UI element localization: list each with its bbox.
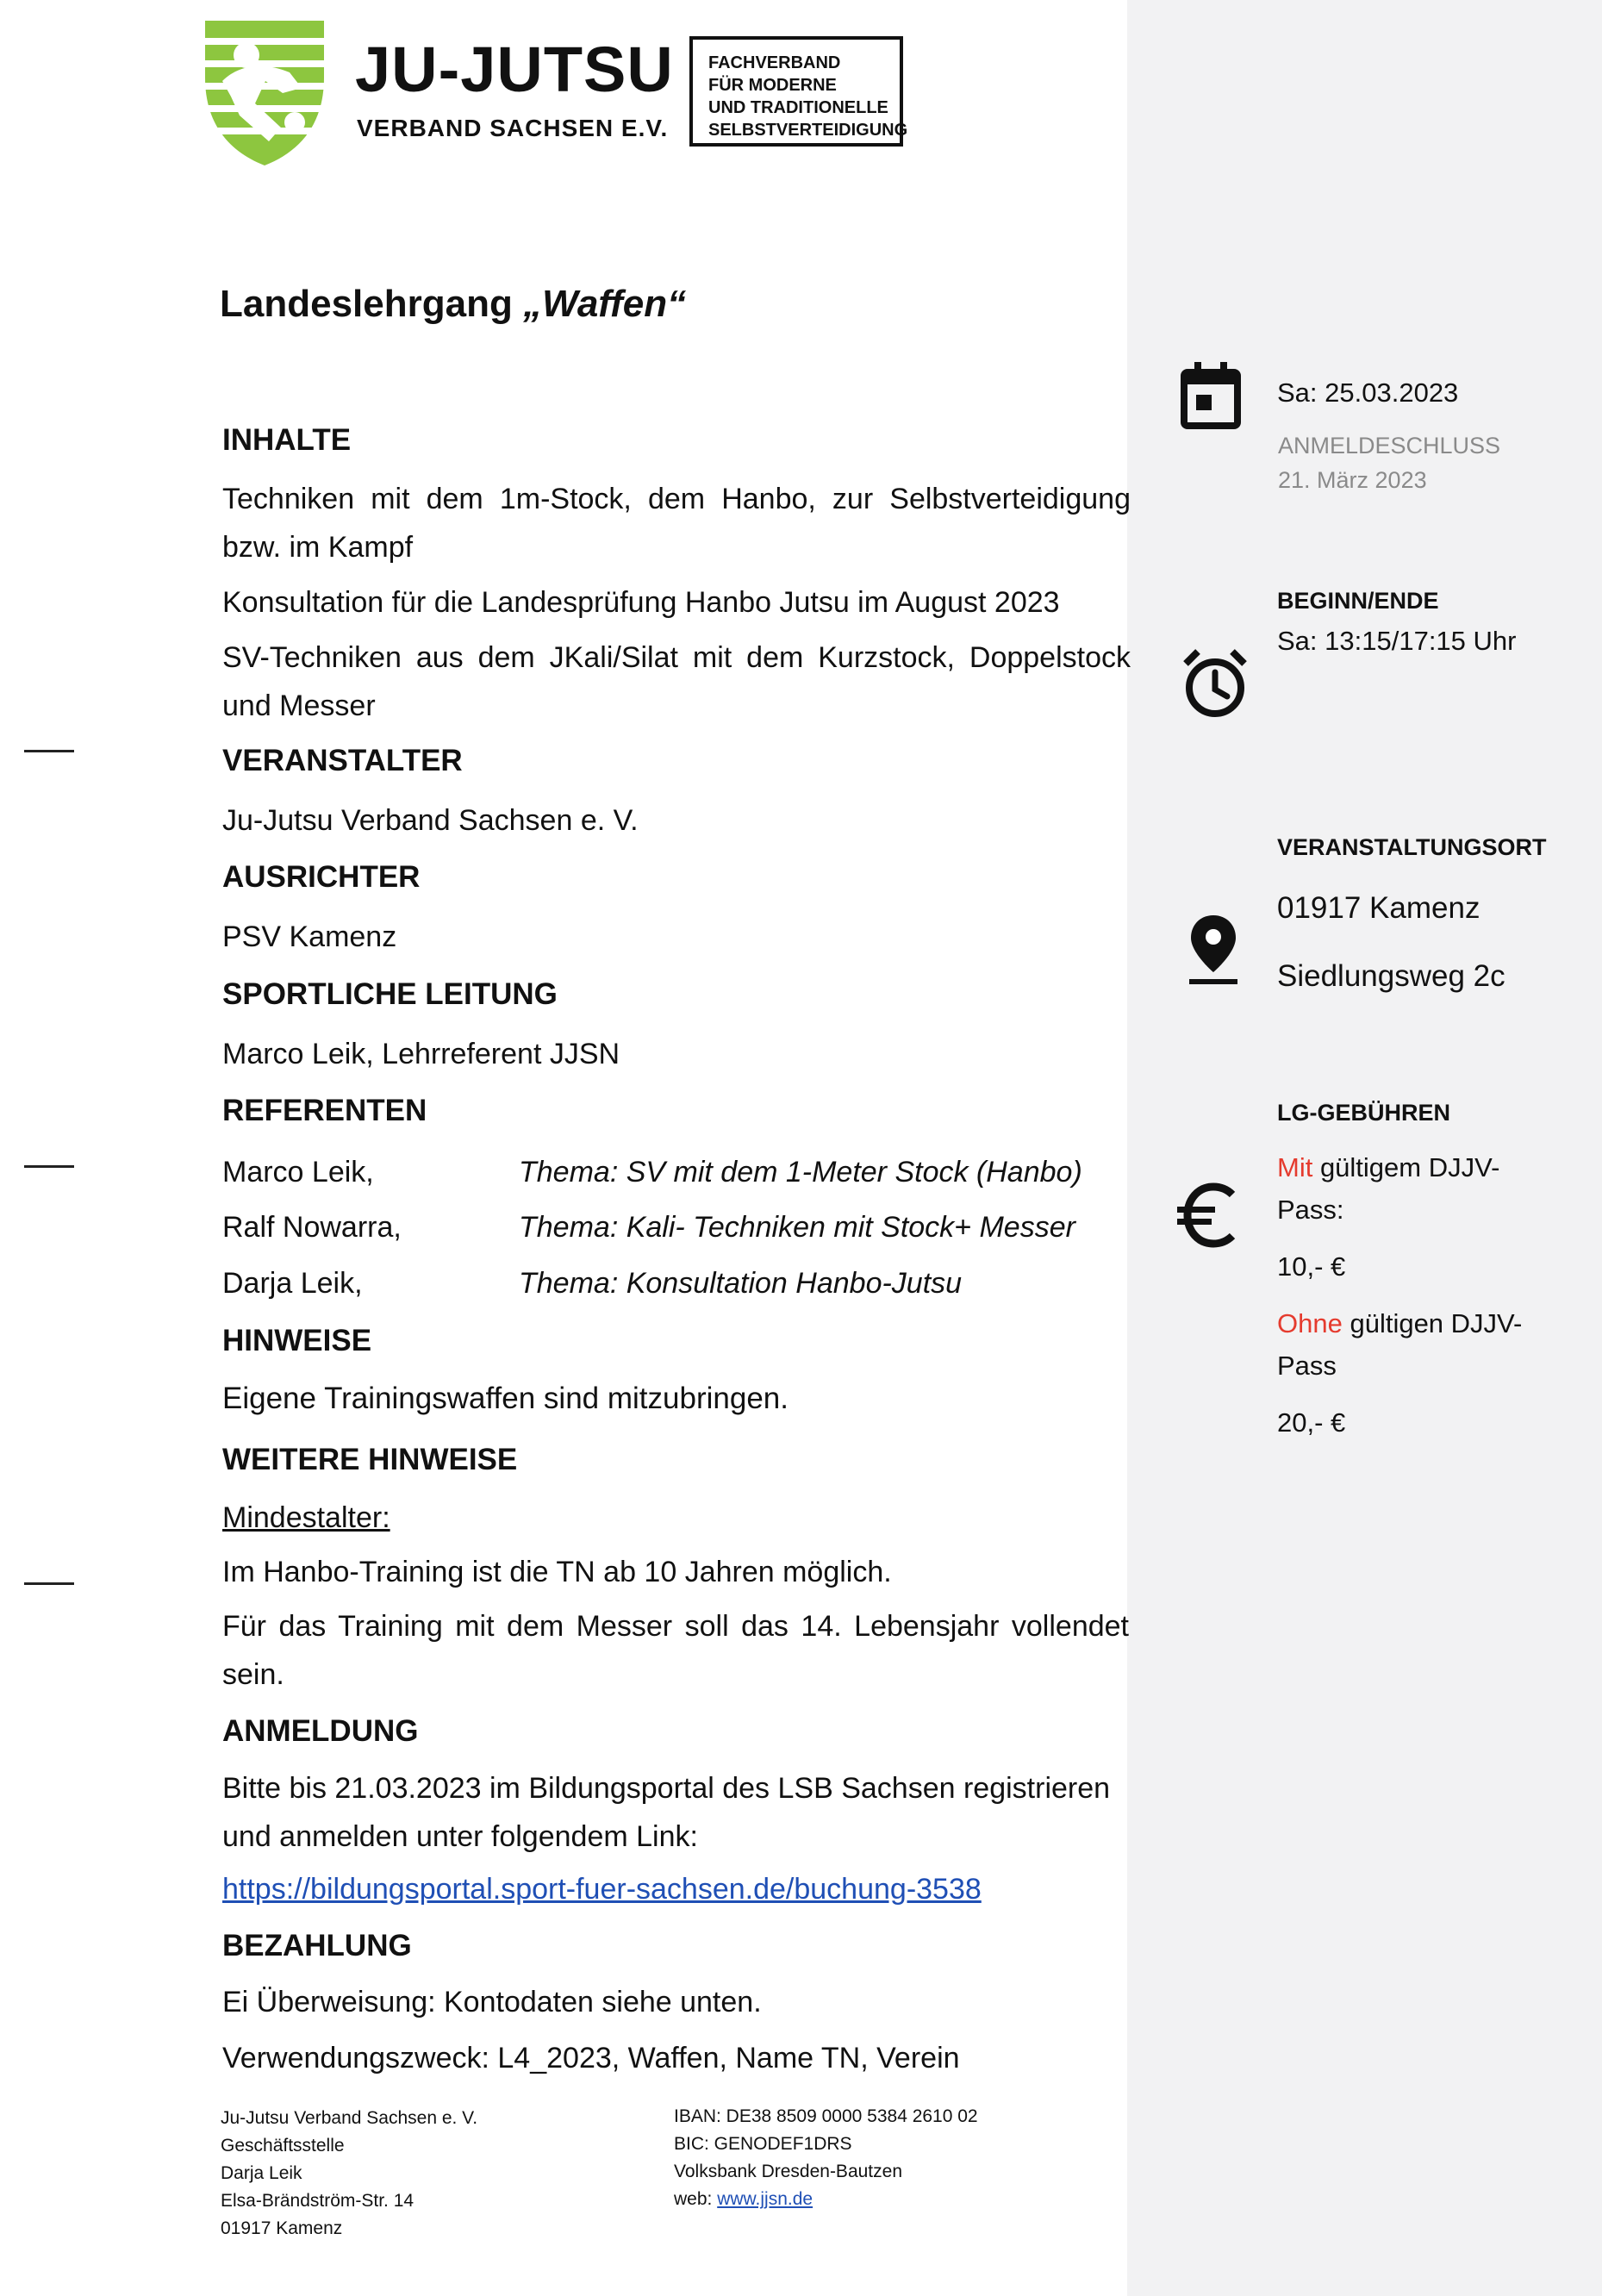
- referent-name: Darja Leik,: [222, 1267, 363, 1300]
- weitere-paragraph: Im Hanbo-Training ist die TN ab 10 Jahren möglich.: [222, 1556, 892, 1588]
- bezahlung-paragraph: Verwendungszweck: L4_2023, Waffen, Name TN, Verein: [222, 2042, 960, 2075]
- fee-with-label: Mit: [1277, 1152, 1313, 1182]
- section-heading-leitung: SPORTLICHE LEITUNG: [222, 977, 558, 1011]
- footer-line: 01917 Kamenz: [221, 2218, 343, 2238]
- fee-without-label: Ohne: [1277, 1308, 1343, 1338]
- registration-link[interactable]: [222, 1865, 982, 1913]
- footer-line: Volksbank Dresden-Bautzen: [674, 2162, 902, 2181]
- veranstalter-text: Ju-Jutsu Verband Sachsen e. V.: [222, 804, 639, 837]
- fee-without-amount: 20,- €: [1277, 1407, 1346, 1438]
- referent-topic: Thema: SV mit dem 1-Meter Stock (Hanbo): [519, 1156, 1082, 1189]
- fee-with-pass-line: [1277, 1152, 1499, 1183]
- euro-icon: [1175, 1182, 1241, 1248]
- section-heading-veranstalter: VERANSTALTER: [222, 744, 463, 777]
- hinweise-text: Eigene Trainingswaffen sind mitzubringen.: [222, 1382, 789, 1415]
- footer-line: Ju-Jutsu Verband Sachsen e. V.: [221, 2108, 478, 2128]
- footer-web-label: web:: [674, 2189, 718, 2209]
- footer-line: IBAN: DE38 8509 0000 5384 2610 02: [674, 2106, 978, 2126]
- registration-link-text[interactable]: https://bildungsportal.sport-fuer-sachsen.de/buchung-3538: [222, 1873, 982, 1906]
- footer-line: BIC: GENODEF1DRS: [674, 2134, 852, 2154]
- leitung-text: Marco Leik, Lehrreferent JJSN: [222, 1038, 620, 1070]
- margin-mark: [24, 1165, 74, 1168]
- inhalte-paragraph: Techniken mit dem 1m-Stock, dem Hanbo, zur Selbstverteidigung bzw. im Kampf: [222, 483, 1131, 564]
- time-label: BEGINN/ENDE: [1277, 588, 1439, 614]
- inhalte-paragraph: Konsultation für die Landesprüfung Hanbo Jutsu im August 2023: [222, 586, 1060, 619]
- referent-name: Marco Leik,: [222, 1156, 374, 1189]
- bezahlung-paragraph: Ei Überweisung: Kontodaten siehe unten.: [222, 1986, 762, 2018]
- fee-without-rest: gültigen DJJV-: [1342, 1308, 1523, 1338]
- section-heading-referenten: REFERENTEN: [222, 1094, 427, 1127]
- alarm-clock-icon: [1182, 648, 1248, 719]
- referent-topic: Thema: Kali- Techniken mit Stock+ Messer: [519, 1211, 1075, 1244]
- fach-line: SELBSTVERTEIDIGUNG: [708, 121, 908, 140]
- fee-with-pass-line2: Pass:: [1277, 1195, 1344, 1225]
- referent-topic: Thema: Konsultation Hanbo-Jutsu: [519, 1267, 963, 1300]
- fees-label: LG-GEBÜHREN: [1277, 1100, 1450, 1126]
- deadline-date: 21. März 2023: [1278, 467, 1427, 493]
- section-heading-bezahlung: BEZAHLUNG: [222, 1929, 412, 1962]
- event-date: Sa: 25.03.2023: [1277, 377, 1459, 408]
- page-title: [220, 283, 686, 326]
- calendar-icon: [1179, 362, 1243, 431]
- footer-bank: [674, 2103, 978, 2213]
- fee-with-amount: 10,- €: [1277, 1251, 1346, 1282]
- fach-line: FÜR MODERNE: [708, 76, 837, 95]
- logo-mark: [205, 21, 324, 165]
- location-street: Siedlungsweg 2c: [1277, 959, 1505, 993]
- inhalte-paragraph: SV-Techniken aus dem JKali/Silat mit dem Kurzstock, Doppelstock und Messer: [222, 641, 1131, 722]
- ausrichter-text: PSV Kamenz: [222, 920, 397, 953]
- fach-line: FACHVERBAND: [708, 53, 841, 72]
- sidebar-background: [1127, 0, 1602, 2296]
- margin-mark: [24, 1582, 74, 1585]
- location-label: VERANSTALTUNGSORT: [1277, 834, 1547, 860]
- section-heading-inhalte: INHALTE: [222, 423, 352, 457]
- footer-address: [221, 2105, 477, 2243]
- footer-line: Elsa-Brändström-Str. 14: [221, 2191, 415, 2211]
- margin-mark: [24, 750, 74, 752]
- section-heading-anmeldung: ANMELDUNG: [222, 1714, 419, 1748]
- section-heading-hinweise: HINWEISE: [222, 1324, 372, 1357]
- anmeldung-text: Bitte bis 21.03.2023 im Bildungsportal des LSB Sachsen registrieren und anmelden unter folgendem Link:: [222, 1772, 1111, 1853]
- brand-subtitle: VERBAND SACHSEN E.V.: [357, 115, 669, 141]
- brand-title: JU-JUTSU: [355, 34, 674, 105]
- weitere-paragraph: Für das Training mit dem Messer soll das 14. Lebensjahr vollendet sein.: [222, 1610, 1129, 1691]
- time-value: Sa: 13:15/17:15 Uhr: [1277, 626, 1517, 656]
- mindestalter-label: Mindestalter:: [222, 1501, 390, 1534]
- footer-web-link[interactable]: www.jjsn.de: [717, 2189, 813, 2209]
- fee-without-pass-line: [1277, 1308, 1522, 1339]
- title-prefix: Landeslehrgang: [220, 283, 524, 325]
- title-emphasis: „Waffen“: [523, 283, 687, 325]
- location-pin-icon: [1187, 914, 1239, 986]
- fee-with-rest: gültigem DJJV-: [1312, 1152, 1500, 1182]
- footer-web: [674, 2186, 978, 2213]
- fach-line: UND TRADITIONELLE: [708, 98, 888, 117]
- location-city: 01917 Kamenz: [1277, 891, 1480, 925]
- fee-without-pass-line2: Pass: [1277, 1351, 1337, 1381]
- footer-line: Geschäftsstelle: [221, 2136, 345, 2156]
- footer-line: Darja Leik: [221, 2163, 302, 2183]
- section-heading-weitere-hinweise: WEITERE HINWEISE: [222, 1443, 518, 1476]
- section-heading-ausrichter: AUSRICHTER: [222, 860, 421, 894]
- referent-name: Ralf Nowarra,: [222, 1211, 402, 1244]
- fachverband-box: [689, 36, 908, 147]
- deadline-label: ANMELDESCHLUSS: [1278, 433, 1501, 459]
